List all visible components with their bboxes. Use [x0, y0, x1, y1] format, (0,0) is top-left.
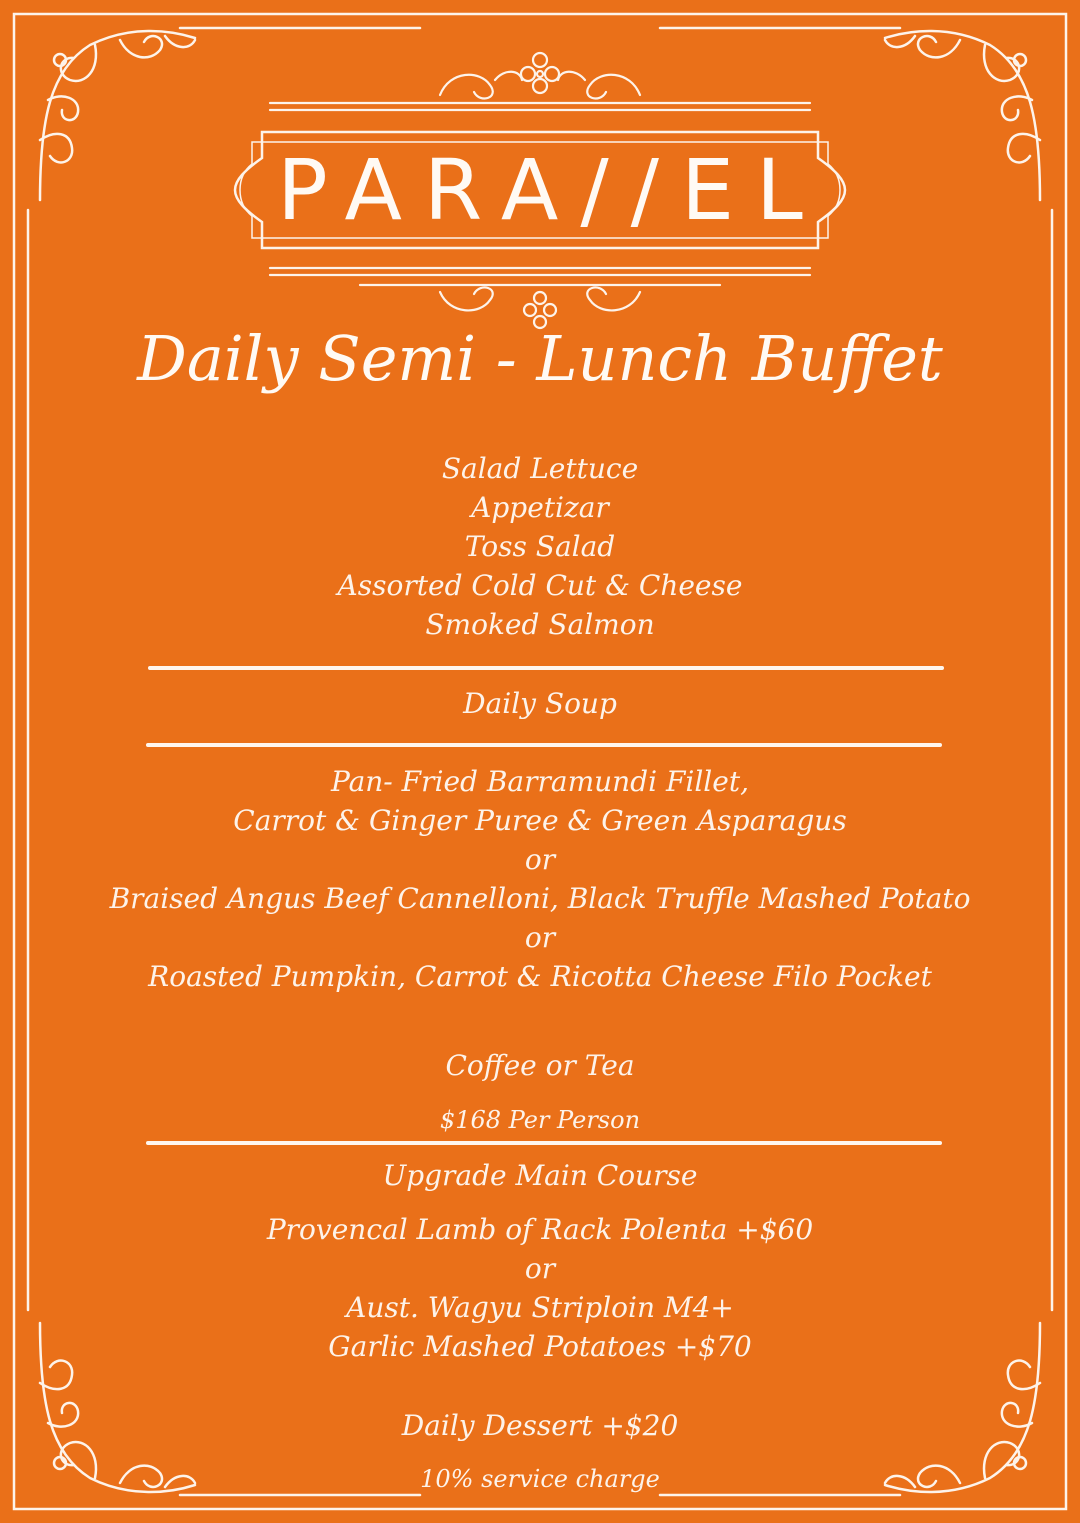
logo-text: PARA//EL: [277, 141, 825, 239]
starter-item: Appetizar: [471, 491, 609, 524]
main-separator: or: [524, 921, 556, 954]
upgrade-item: Provencal Lamb of Rack Polenta +$60: [266, 1213, 814, 1246]
drinks-item: Coffee or Tea: [445, 1049, 635, 1082]
main-item: Pan- Fried Barramundi Fillet,: [331, 765, 749, 798]
starter-item: Salad Lettuce: [441, 452, 639, 485]
logo: [250, 132, 830, 248]
service-charge: 10% service charge: [420, 1465, 660, 1493]
divider: [148, 666, 944, 670]
main-item: Braised Angus Beef Cannelloni, Black Truffle Mashed Potato: [109, 882, 971, 915]
main-item: Carrot & Ginger Puree & Green Asparagus: [233, 804, 847, 837]
price: $168 Per Person: [439, 1106, 641, 1134]
soup-item: Daily Soup: [463, 687, 617, 720]
starter-item: Smoked Salmon: [425, 608, 655, 641]
menu-title: Daily Semi - Lunch Buffet: [137, 322, 943, 395]
upgrade-item: Garlic Mashed Potatoes +$70: [328, 1330, 752, 1363]
dessert-item: Daily Dessert +$20: [401, 1409, 679, 1442]
main-separator: or: [524, 843, 556, 876]
upgrade-item: Aust. Wagyu Striploin M4+: [346, 1291, 734, 1324]
main-item: Roasted Pumpkin, Carrot & Ricotta Cheese Filo Pocket: [148, 960, 932, 993]
upgrade-separator: or: [524, 1252, 556, 1285]
divider: [146, 1141, 942, 1145]
divider: [146, 743, 942, 747]
starter-item: Assorted Cold Cut & Cheese: [337, 569, 743, 602]
upgrade-heading: Upgrade Main Course: [382, 1159, 698, 1192]
starter-item: Toss Salad: [464, 530, 616, 563]
